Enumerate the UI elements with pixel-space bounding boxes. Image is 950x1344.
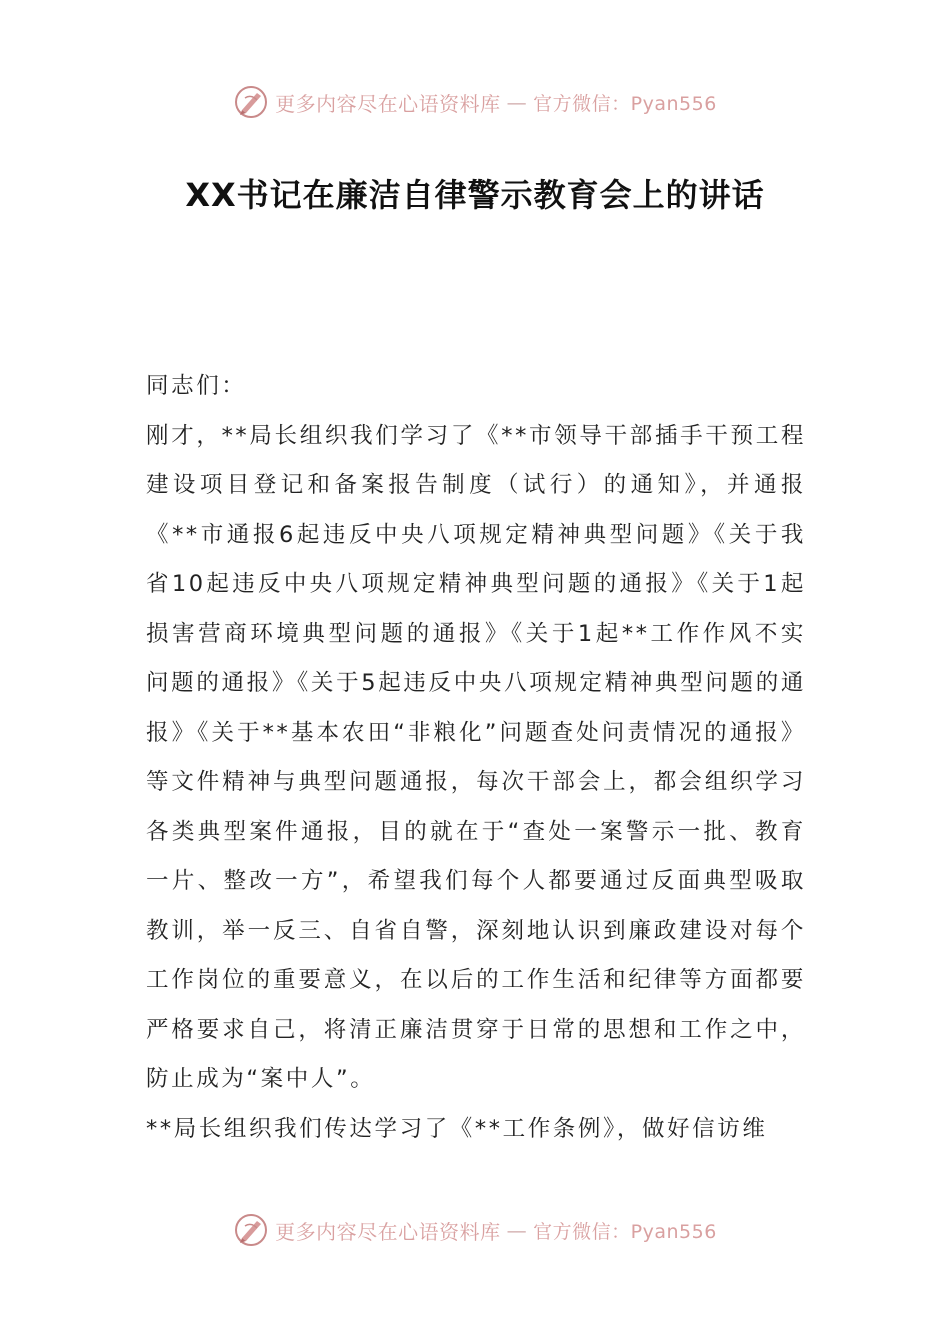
paragraph: **局长组织我们传达学习了《**工作条例》，做好信访维 (146, 1115, 768, 1142)
watermark-contact: 官方微信：Pyan556 (533, 1220, 717, 1243)
watermark-dash: — (506, 1218, 528, 1242)
watermark-dash: — (506, 90, 528, 114)
pen-logo-icon (233, 84, 269, 120)
watermark-text: 更多内容尽在心语资料库 (275, 91, 501, 116)
paragraph: 刚才，**局长组织我们学习了《**市领导干部插手干预工程建设项目登记和备案报告制度（试行）的通知》，并通报《**市通报6起违反中央八项规定精神典型问题》《关于我省10起违反中央八项规定精神典型问题的通报》《关于1起损害营商环境典型问题的通报》《关于1起**工作作风不实问题的通报》《关于5起违反中央八项规定精神典型问题的通报》《关于**基本农田“非粮化”问题查处问责情况的通报》等文件精神与典型问题通报，每次干部会上，都会组织学习各类典型案件通报，目的就在于“查处一案警示一批、教育一片、整改一方”，希望我们每个人都要通过反面典型吸取教训，举一反三、自省自警，深刻地认识到廉政建设对每个工作岗位的重要意义，在以后的工作生活和纪律等方面都要严格要求自己，将清正廉洁贯穿于日常的思想和工作之中， 防止成为“案中人”。 (146, 422, 806, 1092)
header-watermark (0, 82, 950, 122)
document-body (146, 362, 806, 1154)
pen-logo-icon (233, 1212, 269, 1248)
watermark-contact: 官方微信：Pyan556 (533, 92, 717, 115)
salutation: 同志们： (146, 373, 247, 399)
document-title: XX书记在廉洁自律警示教育会上的讲话 (185, 176, 765, 214)
watermark-text: 更多内容尽在心语资料库 (275, 1219, 501, 1244)
footer-watermark (0, 1210, 950, 1250)
